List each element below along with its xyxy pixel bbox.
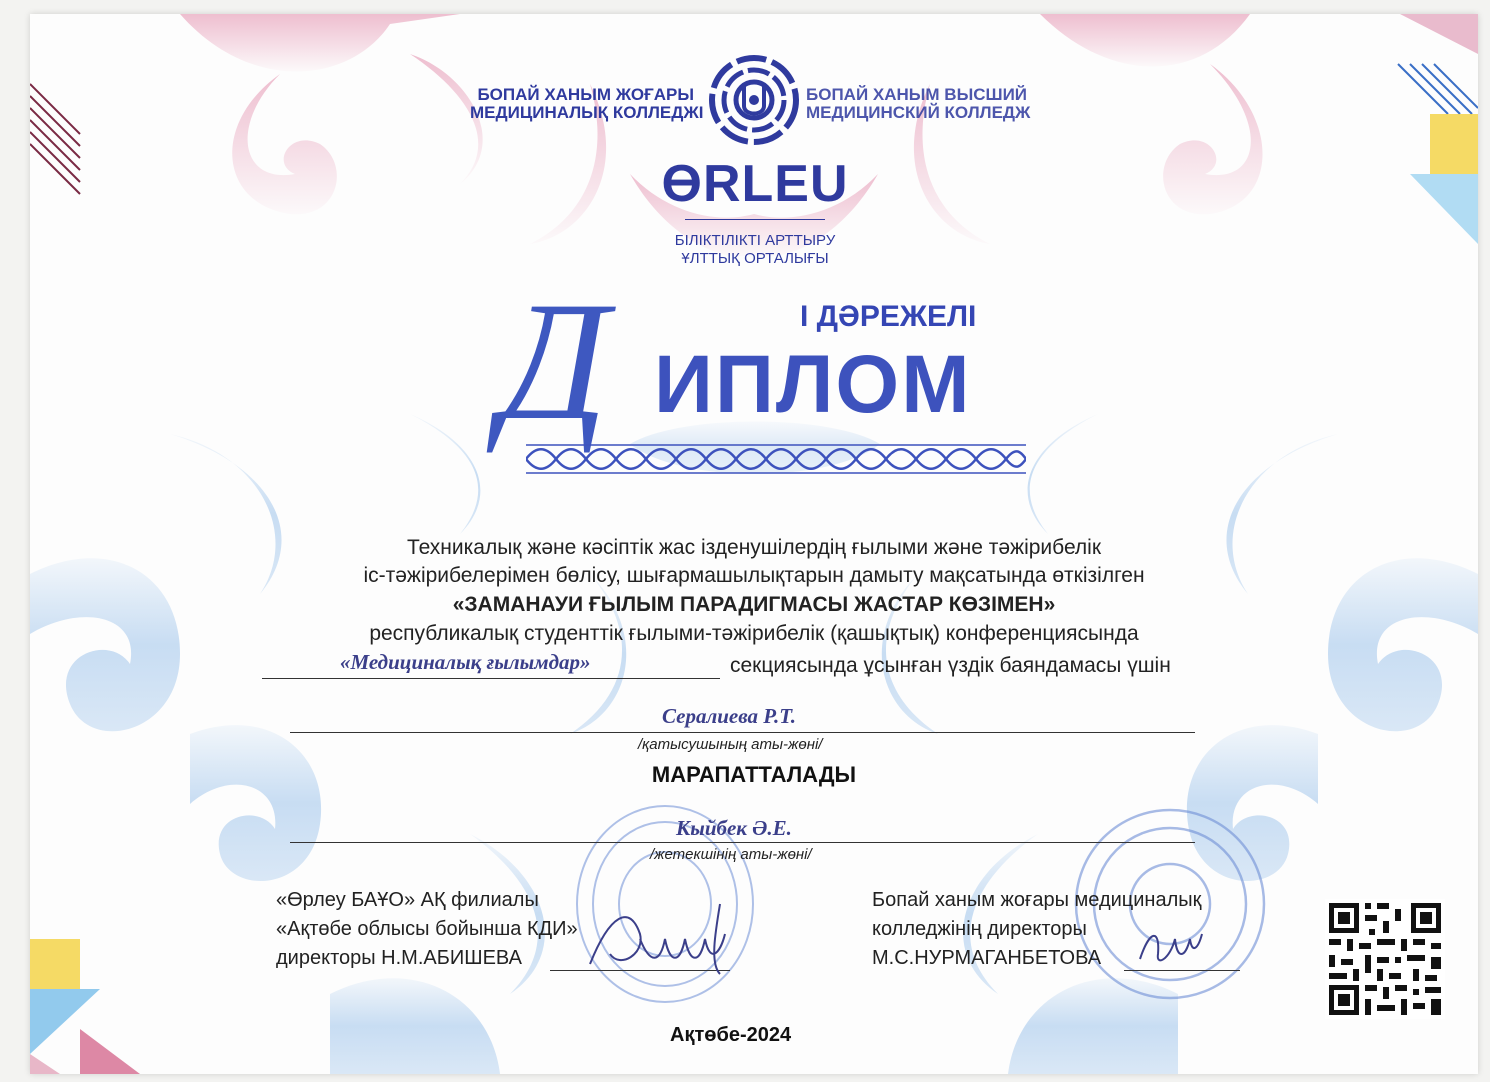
left-signatory bbox=[276, 886, 578, 973]
awarded-label: МАРАПАТТАЛАДЫ bbox=[651, 762, 857, 787]
college-emblem-icon bbox=[708, 54, 800, 146]
title-initial: Д bbox=[500, 267, 609, 455]
participant-caption: /қатысушының аты-жөні/ bbox=[638, 736, 823, 753]
brand-divider bbox=[685, 219, 825, 220]
section-underline bbox=[262, 678, 720, 679]
body-line-4: республикалық студенттік ғылыми-тәжірибелік (қашықтық) конференциясында bbox=[369, 622, 1139, 645]
college-name-rus-line2: МЕДИЦИНСКИЙ КОЛЛЕДЖ bbox=[806, 103, 1031, 122]
supervisor-caption: /жетекшінің аты-жөні/ bbox=[650, 846, 812, 863]
left-signatory-line1: «Өрлеу БАҰО» АҚ филиалы bbox=[276, 889, 539, 911]
supervisor-underline bbox=[290, 842, 1195, 843]
right-handwritten-signature bbox=[1130, 919, 1210, 974]
right-signatory-line1: Бопай ханым жоғары медициналық bbox=[872, 889, 1202, 911]
degree-label: І ДӘРЕЖЕЛІ bbox=[800, 300, 977, 333]
section-suffix: секциясында ұсынған үздік баяндамасы үшін bbox=[730, 654, 1171, 677]
left-signatory-line2: «Ақтөбе облысы бойынша КДИ» bbox=[276, 918, 578, 940]
college-name-rus-line1: БОПАЙ ХАНЫМ ВЫСШИЙ bbox=[806, 85, 1028, 104]
right-signatory-line3: М.С.НУРМАГАНБЕТОВА bbox=[872, 947, 1102, 969]
orleu-subtitle-line2: ҰЛТТЫҚ ОРТАЛЫҒЫ bbox=[681, 250, 829, 267]
section-name: «Медициналық ғылымдар» bbox=[340, 650, 591, 674]
college-name-kaz bbox=[470, 85, 704, 122]
college-name-kaz-line2: МЕДИЦИНАЛЫҚ КОЛЛЕДЖІ bbox=[470, 103, 704, 122]
place-year: Ақтөбе-2024 bbox=[670, 1024, 792, 1046]
participant-underline bbox=[290, 732, 1195, 733]
event-name: «ЗАМАНАУИ ҒЫЛЫМ ПАРАДИГМАСЫ ЖАСТАР КӨЗІМЕН» bbox=[452, 593, 1056, 616]
college-name-rus bbox=[806, 86, 1030, 122]
qr-code-icon bbox=[1325, 899, 1445, 1019]
supervisor-name: Кыйбек Ә.Е. bbox=[676, 816, 792, 840]
orleu-subtitle bbox=[610, 232, 900, 268]
orleu-logo: ӨRLEU bbox=[661, 155, 849, 213]
body-line-1: Техникалық және кәсіптік жас ізденушілердің ғылыми және тәжірибелік bbox=[406, 536, 1102, 559]
participant-name: Сералиева Р.Т. bbox=[662, 704, 796, 728]
left-signatory-line3: директоры Н.М.АБИШЕВА bbox=[276, 947, 522, 969]
body-line-2: іс-тәжірибелерімен бөлісу, шығармашылықтарын дамыту мақсатында өткізілген bbox=[363, 564, 1145, 587]
title-diploma: ИПЛОМ bbox=[654, 339, 972, 430]
college-name-kaz-line1: БОПАЙ ХАНЫМ ЖОҒАРЫ bbox=[477, 85, 694, 104]
ornament-band bbox=[526, 444, 1026, 474]
right-signatory-line2: колледжінің директоры bbox=[872, 918, 1087, 940]
left-handwritten-signature bbox=[570, 894, 750, 984]
diploma-sheet bbox=[30, 14, 1478, 1074]
orleu-subtitle-line1: БІЛІКТІЛІКТІ АРТТЫРУ bbox=[674, 232, 836, 249]
